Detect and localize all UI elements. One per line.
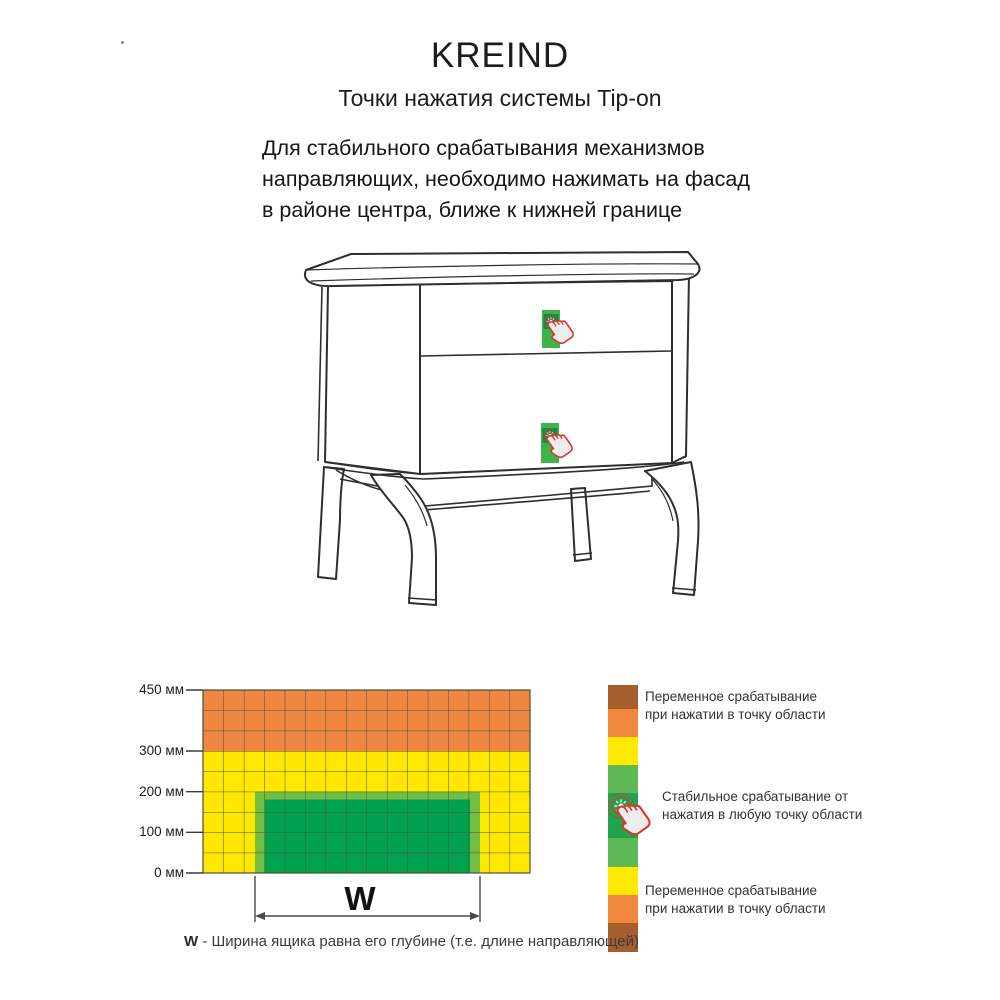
nightstand-drawing (305, 252, 700, 605)
legend-label-top: Переменное срабатывание при нажатии в точку области (645, 689, 826, 722)
nightstand-front-left-leg (371, 474, 436, 605)
nightstand-left-stile (318, 287, 322, 461)
legend-swatch-yellow (608, 737, 638, 765)
legend-swatch-green-light (608, 838, 638, 867)
legend-label-middle: Стабильное срабатывание от нажатия в любую точку области (662, 789, 863, 822)
nightstand-side-panel (325, 284, 420, 474)
page-subtitle: Точки нажатия системы Tip-on (338, 85, 662, 111)
zone-grid-overlay (203, 690, 530, 873)
nightstand-right-stile (672, 273, 689, 463)
nightstand-back-right-leg (571, 488, 591, 561)
arrow-right-icon (470, 912, 480, 920)
brand-title: KREIND (430, 36, 570, 75)
nightstand-back-left-leg (318, 467, 344, 579)
description-line: Для стабильного срабатывания механизмов (262, 136, 705, 160)
legend-swatch-brown (608, 685, 638, 709)
legend-swatch-green-light (608, 765, 638, 793)
legend-label-bottom: Переменное срабатывание при нажатии в точку области (645, 883, 826, 916)
description-line: направляющих, необходимо нажимать на фасад (262, 167, 750, 191)
y-tick-100: 100 мм (139, 824, 184, 839)
y-tick-300: 300 мм (139, 743, 184, 758)
y-tick-200: 200 мм (139, 784, 184, 799)
legend-swatch-orange (608, 895, 638, 923)
legend-swatch-yellow (608, 867, 638, 895)
nightstand-front-rail (413, 491, 650, 511)
description-line: в районе центра, ближе к нижней границе (262, 198, 683, 222)
y-tick-0: 0 мм (154, 865, 184, 880)
nightstand-front-right-leg (645, 462, 699, 595)
w-note (184, 933, 639, 950)
legend-swatch-orange (608, 709, 638, 737)
arrow-left-icon (255, 912, 265, 920)
w-note-text: - Ширина ящика равна его глубине (т.е. длине направляющей) (198, 933, 639, 950)
y-tick-450: 450 мм (139, 682, 184, 697)
w-dimension-label: W (344, 880, 376, 917)
y-axis-ticks (186, 690, 203, 873)
w-note-bold: W (184, 933, 199, 950)
nightstand-top (305, 252, 700, 286)
